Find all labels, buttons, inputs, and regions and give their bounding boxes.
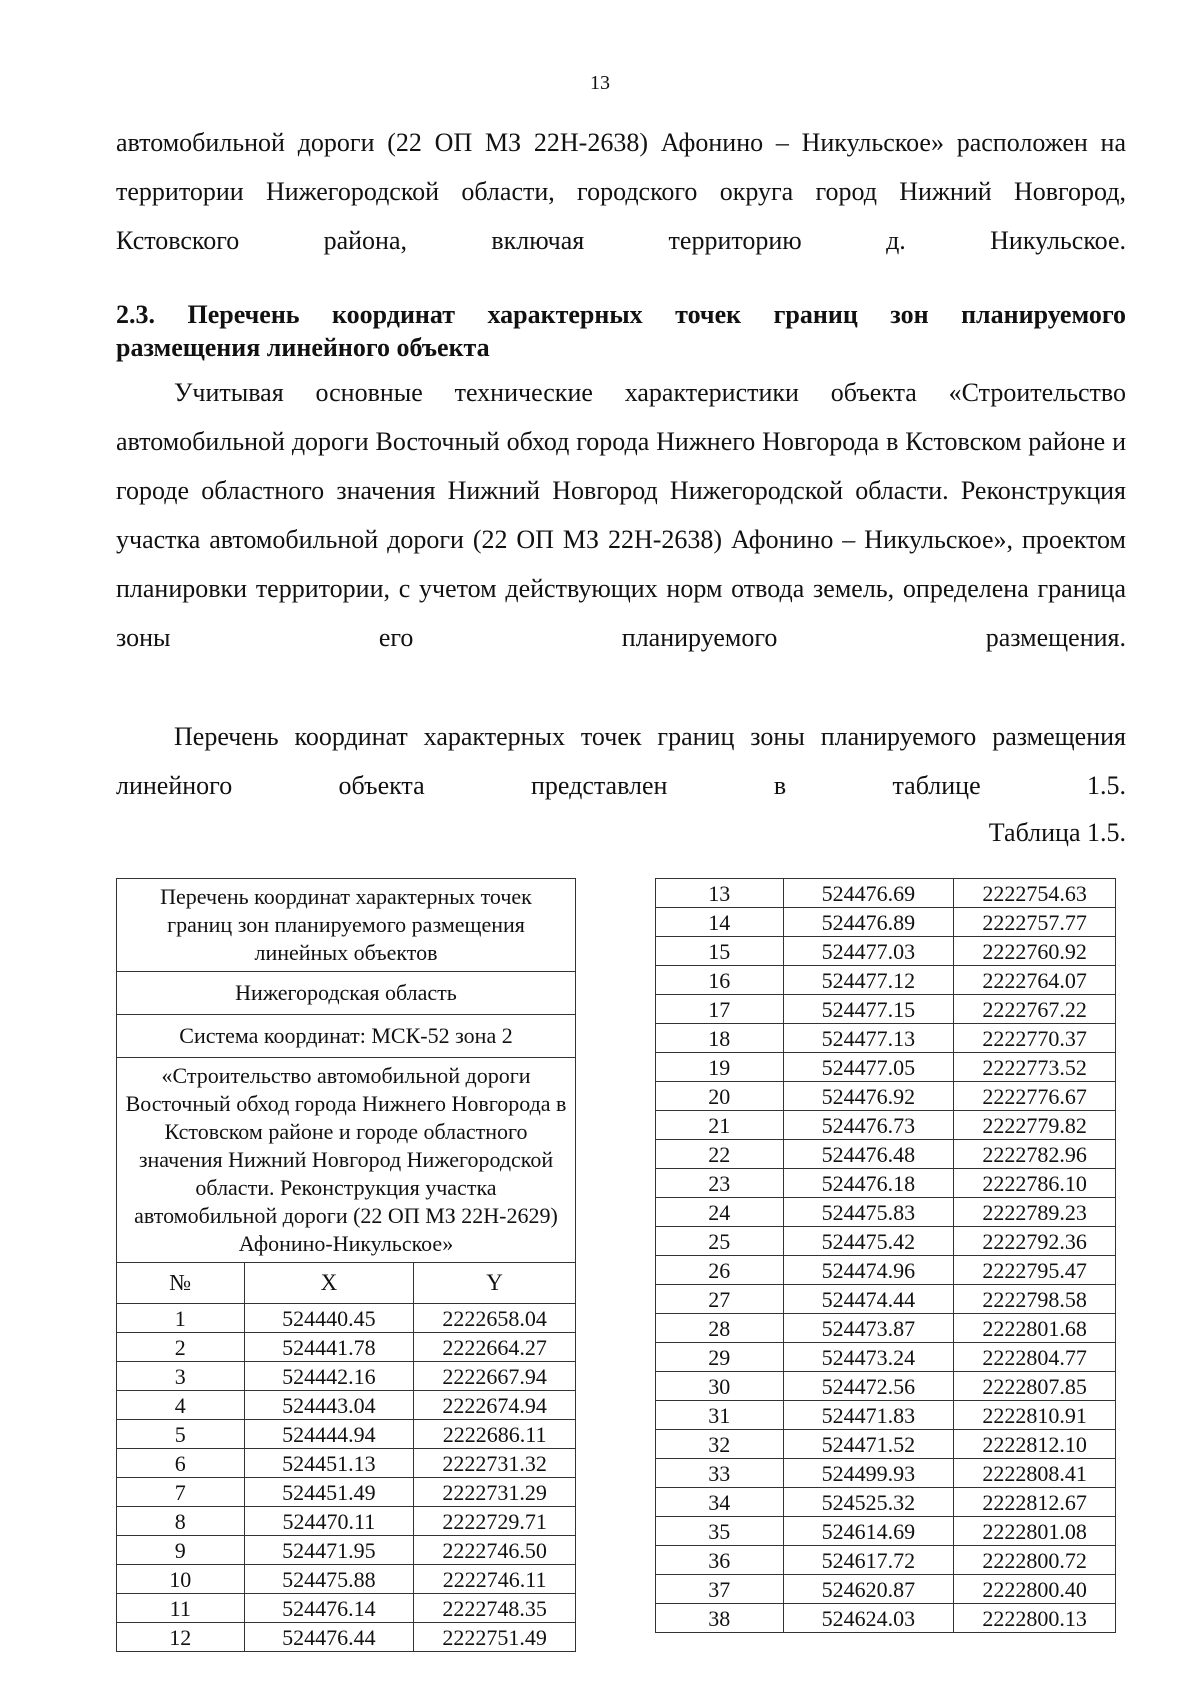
column-header-x: X xyxy=(244,1263,414,1304)
table-row xyxy=(656,1459,1116,1488)
table-row xyxy=(656,1285,1116,1314)
y-coordinate: 2222800.40 xyxy=(954,1575,1116,1604)
table-row xyxy=(117,1420,576,1449)
point-number: 30 xyxy=(656,1372,784,1401)
point-number: 22 xyxy=(656,1140,784,1169)
table-row xyxy=(117,1536,576,1565)
table-row xyxy=(117,1478,576,1507)
point-number: 2 xyxy=(117,1333,245,1362)
point-number: 16 xyxy=(656,966,784,995)
table-row xyxy=(656,1024,1116,1053)
x-coordinate: 524525.32 xyxy=(783,1488,954,1517)
y-coordinate: 2222674.94 xyxy=(414,1391,576,1420)
y-coordinate: 2222731.29 xyxy=(414,1478,576,1507)
y-coordinate: 2222658.04 xyxy=(414,1304,576,1333)
point-number: 26 xyxy=(656,1256,784,1285)
table-row xyxy=(656,1256,1116,1285)
point-number: 6 xyxy=(117,1449,245,1478)
point-number: 24 xyxy=(656,1198,784,1227)
coordinates-table-left xyxy=(116,878,576,1652)
y-coordinate: 2222770.37 xyxy=(954,1024,1116,1053)
x-coordinate: 524471.52 xyxy=(783,1430,954,1459)
table-row xyxy=(656,1140,1116,1169)
x-coordinate: 524614.69 xyxy=(783,1517,954,1546)
point-number: 7 xyxy=(117,1478,245,1507)
section-heading-line1: 2.3. Перечень координат характерных точек границ зон планируемого xyxy=(116,300,1126,329)
x-coordinate: 524476.69 xyxy=(783,879,954,908)
x-coordinate: 524470.11 xyxy=(244,1507,414,1536)
x-coordinate: 524477.03 xyxy=(783,937,954,966)
table-row xyxy=(656,1488,1116,1517)
y-coordinate: 2222729.71 xyxy=(414,1507,576,1536)
table-row xyxy=(117,1594,576,1623)
table-row xyxy=(117,1333,576,1362)
point-number: 18 xyxy=(656,1024,784,1053)
y-coordinate: 2222800.72 xyxy=(954,1546,1116,1575)
table-row xyxy=(656,1430,1116,1459)
paragraph-table-reference: Перечень координат характерных точек границ зоны планируемого размещения линейного объекта представлен в таблице 1.5. xyxy=(116,722,1126,800)
table-row xyxy=(656,908,1116,937)
x-coordinate: 524476.14 xyxy=(244,1594,414,1623)
point-number: 19 xyxy=(656,1053,784,1082)
x-coordinate: 524475.42 xyxy=(783,1227,954,1256)
x-coordinate: 524620.87 xyxy=(783,1575,954,1604)
x-coordinate: 524441.78 xyxy=(244,1333,414,1362)
x-coordinate: 524476.48 xyxy=(783,1140,954,1169)
point-number: 9 xyxy=(117,1536,245,1565)
point-number: 3 xyxy=(117,1362,245,1391)
y-coordinate: 2222812.10 xyxy=(954,1430,1116,1459)
x-coordinate: 524471.83 xyxy=(783,1401,954,1430)
table-row xyxy=(117,1449,576,1478)
paragraph-characteristics: Учитывая основные технические характеристики объекта «Строительство автомобильной дороги Восточный обход города Нижнего Новгорода в Кстовском районе и городе областного значения Нижний Новгород Нижегородской области. Реконструкция участка автомобильной дороги (22 ОП МЗ 22Н-2638) Афонино – Никульское», проектом планировки территории, с учетом действующих норм отвода земель, определена граница зоны его планируемого размещения. xyxy=(116,378,1126,652)
table-row xyxy=(117,1565,576,1594)
table-row xyxy=(656,1111,1116,1140)
point-number: 25 xyxy=(656,1227,784,1256)
point-number: 38 xyxy=(656,1604,784,1633)
y-coordinate: 2222789.23 xyxy=(954,1198,1116,1227)
table-row xyxy=(656,1575,1116,1604)
y-coordinate: 2222746.11 xyxy=(414,1565,576,1594)
table-row xyxy=(656,1314,1116,1343)
x-coordinate: 524477.12 xyxy=(783,966,954,995)
point-number: 12 xyxy=(117,1623,245,1652)
x-coordinate: 524476.44 xyxy=(244,1623,414,1652)
x-coordinate: 524477.15 xyxy=(783,995,954,1024)
x-coordinate: 524473.87 xyxy=(783,1314,954,1343)
point-number: 29 xyxy=(656,1343,784,1372)
table-row xyxy=(656,1546,1116,1575)
x-coordinate: 524476.92 xyxy=(783,1082,954,1111)
x-coordinate: 524451.13 xyxy=(244,1449,414,1478)
table-row xyxy=(656,1401,1116,1430)
table-region: Нижегородская область xyxy=(117,972,576,1015)
x-coordinate: 524442.16 xyxy=(244,1362,414,1391)
y-coordinate: 2222667.94 xyxy=(414,1362,576,1391)
point-number: 37 xyxy=(656,1575,784,1604)
point-number: 31 xyxy=(656,1401,784,1430)
point-number: 34 xyxy=(656,1488,784,1517)
table-object-name: «Строительство автомобильной дороги Восточный обход города Нижнего Новгорода в Кстовском районе и городе областного значения Нижний Новгород Нижегородской области. Реконструкция участка автомобильной дороги (22 ОП МЗ 22Н-2629) Афонино-Никульское» xyxy=(117,1058,576,1263)
table-row xyxy=(656,1198,1116,1227)
y-coordinate: 2222779.82 xyxy=(954,1111,1116,1140)
x-coordinate: 524451.49 xyxy=(244,1478,414,1507)
table-row xyxy=(656,1604,1116,1633)
table-row xyxy=(656,966,1116,995)
y-coordinate: 2222767.22 xyxy=(954,995,1116,1024)
x-coordinate: 524471.95 xyxy=(244,1536,414,1565)
point-number: 10 xyxy=(117,1565,245,1594)
x-coordinate: 524443.04 xyxy=(244,1391,414,1420)
table-row xyxy=(117,1391,576,1420)
x-coordinate: 524476.89 xyxy=(783,908,954,937)
table-row xyxy=(656,1517,1116,1546)
table-row xyxy=(117,1304,576,1333)
y-coordinate: 2222786.10 xyxy=(954,1169,1116,1198)
table-row xyxy=(656,1082,1116,1111)
y-coordinate: 2222810.91 xyxy=(954,1401,1116,1430)
y-coordinate: 2222686.11 xyxy=(414,1420,576,1449)
point-number: 1 xyxy=(117,1304,245,1333)
table-coord-system: Система координат: МСК-52 зона 2 xyxy=(117,1015,576,1058)
point-number: 32 xyxy=(656,1430,784,1459)
x-coordinate: 524624.03 xyxy=(783,1604,954,1633)
x-coordinate: 524477.13 xyxy=(783,1024,954,1053)
y-coordinate: 2222801.68 xyxy=(954,1314,1116,1343)
y-coordinate: 2222748.35 xyxy=(414,1594,576,1623)
y-coordinate: 2222782.96 xyxy=(954,1140,1116,1169)
y-coordinate: 2222746.50 xyxy=(414,1536,576,1565)
table-row xyxy=(117,1362,576,1391)
y-coordinate: 2222807.85 xyxy=(954,1372,1116,1401)
y-coordinate: 2222808.41 xyxy=(954,1459,1116,1488)
y-coordinate: 2222776.67 xyxy=(954,1082,1116,1111)
x-coordinate: 524473.24 xyxy=(783,1343,954,1372)
y-coordinate: 2222757.77 xyxy=(954,908,1116,937)
x-coordinate: 524475.83 xyxy=(783,1198,954,1227)
x-coordinate: 524477.05 xyxy=(783,1053,954,1082)
table-row xyxy=(656,1169,1116,1198)
point-number: 17 xyxy=(656,995,784,1024)
x-coordinate: 524472.56 xyxy=(783,1372,954,1401)
point-number: 35 xyxy=(656,1517,784,1546)
page-number: 13 xyxy=(590,72,610,94)
table-row xyxy=(656,1343,1116,1372)
point-number: 21 xyxy=(656,1111,784,1140)
point-number: 8 xyxy=(117,1507,245,1536)
table-row xyxy=(656,1227,1116,1256)
column-header-y: Y xyxy=(414,1263,576,1304)
point-number: 33 xyxy=(656,1459,784,1488)
y-coordinate: 2222798.58 xyxy=(954,1285,1116,1314)
point-number: 14 xyxy=(656,908,784,937)
x-coordinate: 524474.44 xyxy=(783,1285,954,1314)
column-header-number: № xyxy=(117,1263,245,1304)
table-row xyxy=(117,1507,576,1536)
table-row xyxy=(656,995,1116,1024)
y-coordinate: 2222751.49 xyxy=(414,1623,576,1652)
table-title: Перечень координат характерных точек границ зон планируемого размещения линейных объектов xyxy=(117,879,576,972)
point-number: 15 xyxy=(656,937,784,966)
y-coordinate: 2222773.52 xyxy=(954,1053,1116,1082)
table-row xyxy=(656,1372,1116,1401)
y-coordinate: 2222795.47 xyxy=(954,1256,1116,1285)
y-coordinate: 2222804.77 xyxy=(954,1343,1116,1372)
table-caption: Таблица 1.5. xyxy=(988,818,1126,847)
x-coordinate: 524474.96 xyxy=(783,1256,954,1285)
section-heading-line2: размещения линейного объекта xyxy=(116,333,490,362)
y-coordinate: 2222731.32 xyxy=(414,1449,576,1478)
y-coordinate: 2222812.67 xyxy=(954,1488,1116,1517)
table-row xyxy=(117,1623,576,1652)
x-coordinate: 524475.88 xyxy=(244,1565,414,1594)
y-coordinate: 2222801.08 xyxy=(954,1517,1116,1546)
table-row xyxy=(656,937,1116,966)
y-coordinate: 2222754.63 xyxy=(954,879,1116,908)
x-coordinate: 524444.94 xyxy=(244,1420,414,1449)
coordinates-table-right xyxy=(655,878,1116,1633)
y-coordinate: 2222800.13 xyxy=(954,1604,1116,1633)
x-coordinate: 524440.45 xyxy=(244,1304,414,1333)
x-coordinate: 524499.93 xyxy=(783,1459,954,1488)
point-number: 5 xyxy=(117,1420,245,1449)
paragraph-location: автомобильной дороги (22 ОП МЗ 22Н-2638) Афонино – Никульское» расположен на территории Нижегородской области, городского округа город Нижний Новгород, Кстовского района, включая территорию д. Никульское. xyxy=(116,128,1126,255)
table-row xyxy=(656,879,1116,908)
x-coordinate: 524476.18 xyxy=(783,1169,954,1198)
y-coordinate: 2222764.07 xyxy=(954,966,1116,995)
point-number: 13 xyxy=(656,879,784,908)
point-number: 27 xyxy=(656,1285,784,1314)
x-coordinate: 524617.72 xyxy=(783,1546,954,1575)
y-coordinate: 2222792.36 xyxy=(954,1227,1116,1256)
point-number: 23 xyxy=(656,1169,784,1198)
point-number: 4 xyxy=(117,1391,245,1420)
point-number: 36 xyxy=(656,1546,784,1575)
point-number: 28 xyxy=(656,1314,784,1343)
point-number: 20 xyxy=(656,1082,784,1111)
y-coordinate: 2222664.27 xyxy=(414,1333,576,1362)
section-heading xyxy=(116,298,1126,364)
point-number: 11 xyxy=(117,1594,245,1623)
table-row xyxy=(656,1053,1116,1082)
y-coordinate: 2222760.92 xyxy=(954,937,1116,966)
x-coordinate: 524476.73 xyxy=(783,1111,954,1140)
